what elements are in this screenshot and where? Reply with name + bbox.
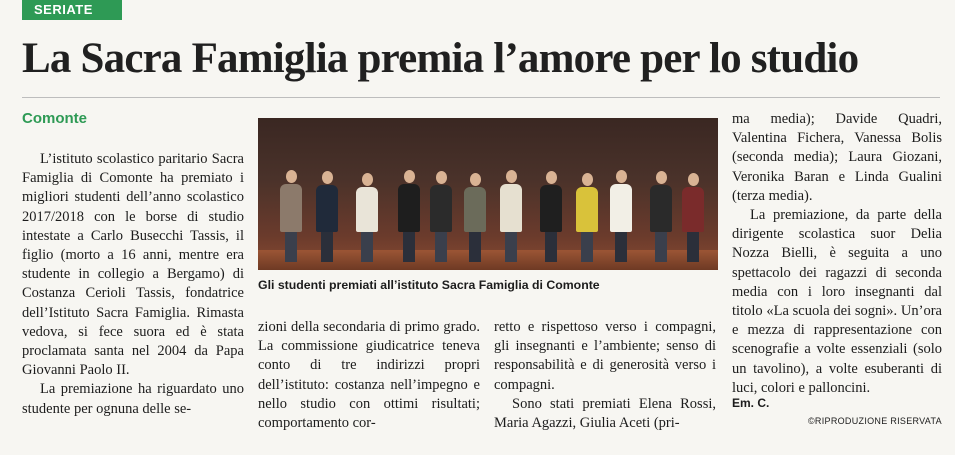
person-head [582, 173, 593, 186]
person-body [610, 184, 632, 232]
person-legs [435, 232, 447, 262]
person-body [650, 185, 672, 232]
person-legs [655, 232, 667, 262]
person-silhouette [682, 171, 704, 262]
person-body [356, 187, 378, 232]
person-body [430, 185, 452, 232]
person-legs [285, 232, 297, 262]
article-column-4 [732, 110, 942, 398]
paragraph: Sono stati premiati Elena Rossi, Maria Agazzi, Giulia Aceti (pri- [494, 395, 716, 432]
person-legs [581, 232, 593, 262]
article-location: Comonte [22, 110, 87, 127]
person-legs [545, 232, 557, 262]
article-photo [258, 118, 718, 270]
person-silhouette [576, 171, 598, 262]
person-silhouette [610, 164, 632, 262]
person-head [362, 173, 373, 186]
section-tag: SERIATE [22, 0, 122, 20]
person-silhouette [650, 167, 672, 262]
person-silhouette [398, 164, 420, 262]
paragraph: La premiazione, da parte della dirigente scolastica suor Delia Nozza Bielli, è seguita a uno spettacolo dei ragazzi di seconda media con i loro insegnanti dal titolo «La scuola dei sogni». Un’ora e mezza di rappresentazione con scenografie a volte essenziali (solo un tavolino), a volte esuberanti di luci, colori e palloncini. [732, 207, 942, 396]
person-legs [321, 232, 333, 262]
person-body [464, 187, 486, 232]
article-headline: La Sacra Famiglia premia l’amore per lo studio [22, 35, 859, 82]
person-body [316, 185, 338, 232]
person-silhouette [540, 167, 562, 262]
paragraph: La premiazione ha riguardato uno studente per ognuna delle se- [22, 381, 244, 417]
person-body [500, 184, 522, 232]
person-silhouette [500, 164, 522, 262]
headline-rule [22, 97, 940, 98]
person-head [656, 171, 667, 184]
person-legs [403, 232, 415, 262]
paragraph: ma media); Davide Quadri, Valentina Fichera, Vanessa Bolis (seconda media); Laura Giozani, Veronika Baran e Linda Gualini (terza media). [732, 111, 942, 204]
person-head [436, 171, 447, 184]
person-silhouette [280, 164, 302, 262]
article-column-3 [494, 318, 716, 433]
person-body [280, 184, 302, 232]
paragraph: zioni della secondaria di primo grado. La commissione giudicatrice teneva conto di tre indirizzi propri dell’istituto: costanza nell’impegno e nello studio con ottimi risultati; comportamento cor- [258, 319, 480, 432]
person-legs [615, 232, 627, 262]
person-head [688, 173, 699, 186]
paragraph: L’istituto scolastico paritario Sacra Famiglia di Comonte ha premiato i migliori studenti dell’anno scolastico 2017/2018 con le borse di studio intestate a Carlo Busecchi Tassis, il figlio (morto a 16 anni, mentre era studente in collegio a Bergamo) di Costanza Cerioli Tassis, fondatrice dell’Istituto Sacra Famiglia. Rimasta vedova, si fece suora ed è stata proclamata santa nel 2004 da Papa Giovanni Paolo II. [22, 151, 244, 379]
person-head [546, 171, 557, 184]
person-head [404, 170, 415, 183]
person-silhouette [356, 171, 378, 262]
person-head [322, 171, 333, 184]
person-body [682, 187, 704, 232]
person-body [576, 187, 598, 232]
person-legs [687, 232, 699, 262]
person-silhouette [430, 167, 452, 262]
person-head [616, 170, 627, 183]
person-silhouette [464, 171, 486, 262]
person-head [286, 170, 297, 183]
author-signature: Em. C. [732, 396, 770, 410]
photo-caption: Gli studenti premiati all’istituto Sacra Famiglia di Comonte [258, 278, 600, 292]
person-body [398, 184, 420, 232]
person-head [506, 170, 517, 183]
copyright-notice: ©RIPRODUZIONE RISERVATA [808, 416, 942, 426]
person-head [470, 173, 481, 186]
person-body [540, 185, 562, 232]
person-legs [505, 232, 517, 262]
article-column-1 [22, 150, 244, 419]
paragraph: retto e rispettoso verso i compagni, gli insegnanti e l’ambiente; senso di responsabilità e di generosità verso i compagni. [494, 319, 716, 393]
person-silhouette [316, 167, 338, 262]
article-column-2 [258, 318, 480, 433]
person-legs [469, 232, 481, 262]
person-legs [361, 232, 373, 262]
